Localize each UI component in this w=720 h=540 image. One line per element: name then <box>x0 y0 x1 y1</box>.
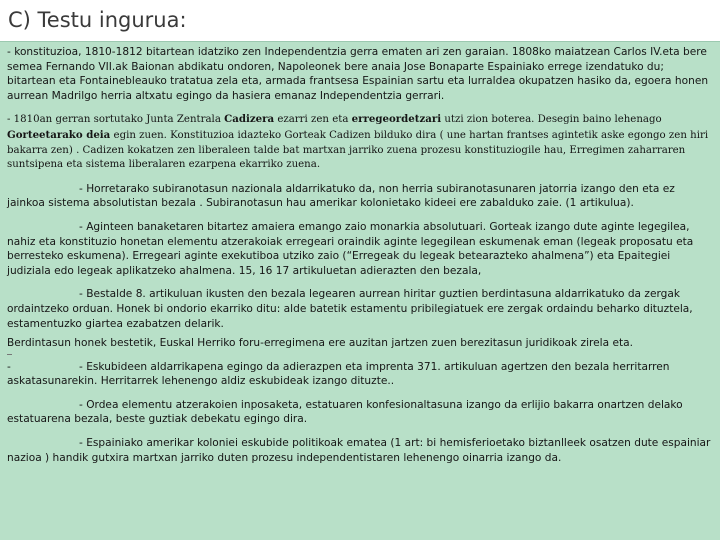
text-segment: - Aginteen banaketaren bitartez amaiera emango zaio monarkia absolutuari. Gorteak izango dute aginte legegilea, nahiz eta konstituzio honetan elementu atzerakoiak erregeari oraindik aginte legegilean eskumenak eman (legeak proposatu eta berresteko eskumena). Erregeari aginte exekutiboa utziko zaio (“Erregeak du legeak betearazteko ahalmena”) eta Epaitegiei judiziala edo legeak aplikatzeko ahalmena. 15, 16 17 artikuluetan adierazten den bezala, <box>7 220 694 277</box>
text-segment: - Espainiako amerikar koloniei eskubide politikoak ematea (1 art: bi hemisferioetako biztanlleek osatzen dute espainiar nazioa ) handik gutxira martxan jarriko duten prozesu independentistaren lehenengo oinarria izango da. <box>7 437 711 464</box>
paragraph-equality <box>7 287 712 331</box>
bold-term-cadizera: Cadizera <box>224 113 275 126</box>
content-box <box>0 41 720 540</box>
bold-term-gorteetarako-deia: Gorteetarako deia <box>7 128 111 141</box>
text-segment: egin zuen. Konstituzioa idazteko Gorteak Cadizen bilduko dira ( une hartan frantses agintetik aske egongo zen hiri bakarra zen) . Cadizen kokatzen zen liberaleen talde bat martxan jarriko zuena prozesu konstituziogile hau, Erregimen zaharraren suntsipena eta sistema liberalaren ezarpena ekarriko zuena. <box>7 129 709 171</box>
text-segment: - Horretarako subiranotasun nazionala aldarrikatuko da, non herria subiranotasunaren jatorria izango den eta ez jainkoa sistema absolutistan bezala . Subiranotasun hau amerikar kolonietako kideei ere zabalduko zaie. (1 artikulua). <box>7 182 675 210</box>
paragraph-context-war: - konstituzioa, 1810-1812 bitartean idatziko zen Independentzia gerra ematen ari zen garaian. 1808ko maiatzean Carlos IV.eta bere semea Fernando VII.ak Baionan abdikatu ondoren, Napoleonek bere anaia Jose Bonaparte Espainiako errege izendatuko du; bitartean eta Fontainebleauko tratatua zela eta, armada frantsesa Espainian sartu eta lurraldea okupatzen hasiko da, egoera honen aurrean Madrilgo herria altxatu egingo da hasiera emanaz Independentzia gerrari. <box>7 46 709 102</box>
paragraph-separation-of-powers <box>7 220 712 278</box>
slide-title: C) Testu ingurua: <box>8 8 187 32</box>
paragraph-cadiz-junta <box>7 112 712 172</box>
text-segment: - Eskubideen aldarrikapena egingo da adierazpen eta imprenta 371. artikuluan agertzen den bezala herritarren askatasunarekin. Herritarrek lehenengo aldiz eskubideak izango dituzte.. <box>7 360 670 388</box>
paragraph-confessional-state <box>7 398 712 427</box>
text-segment: ezarri zen eta <box>274 114 352 126</box>
paragraph-foral-regime: Berdintasun honek bestetik, Euskal Herriko foru-erregimena ere auzitan jartzen zuen berezitasun juridikoak zirela eta. <box>7 337 633 350</box>
paragraph-national-sovereignty <box>7 182 712 211</box>
text-segment: utzi zion boterea. Desegin baino lehenago <box>441 114 662 126</box>
lead-dash: - <box>7 360 11 373</box>
paragraph-rights <box>7 360 712 389</box>
bold-term-erregeordetzari: erregeordetzari <box>351 113 442 126</box>
text-segment: - Bestalde 8. artikuluan ikusten den bezala legearen aurrean hiritar guztien berdintasuna aldarrikatuko da zergak ordaintzeko orduan. Honek bi ondorio ekarriko ditu: alde batetik estamentu pribilegiatuek ere zergak ordaindu beharko dituztela, estamentuzko giartea ezabatzen delarik. <box>7 288 693 330</box>
text-segment: - Ordea elementu atzerakoien inposaketa, estatuaren konfesionaltasuna izango da erlijio bakarra onartzen delako estatuarena bezala, beste guztiak debekatu egingo dira. <box>7 398 683 426</box>
text-segment: - 1810an gerran sortutako Junta Zentrala <box>7 114 225 126</box>
margin-marker <box>7 354 12 355</box>
paragraph-american-colonies <box>7 436 712 465</box>
